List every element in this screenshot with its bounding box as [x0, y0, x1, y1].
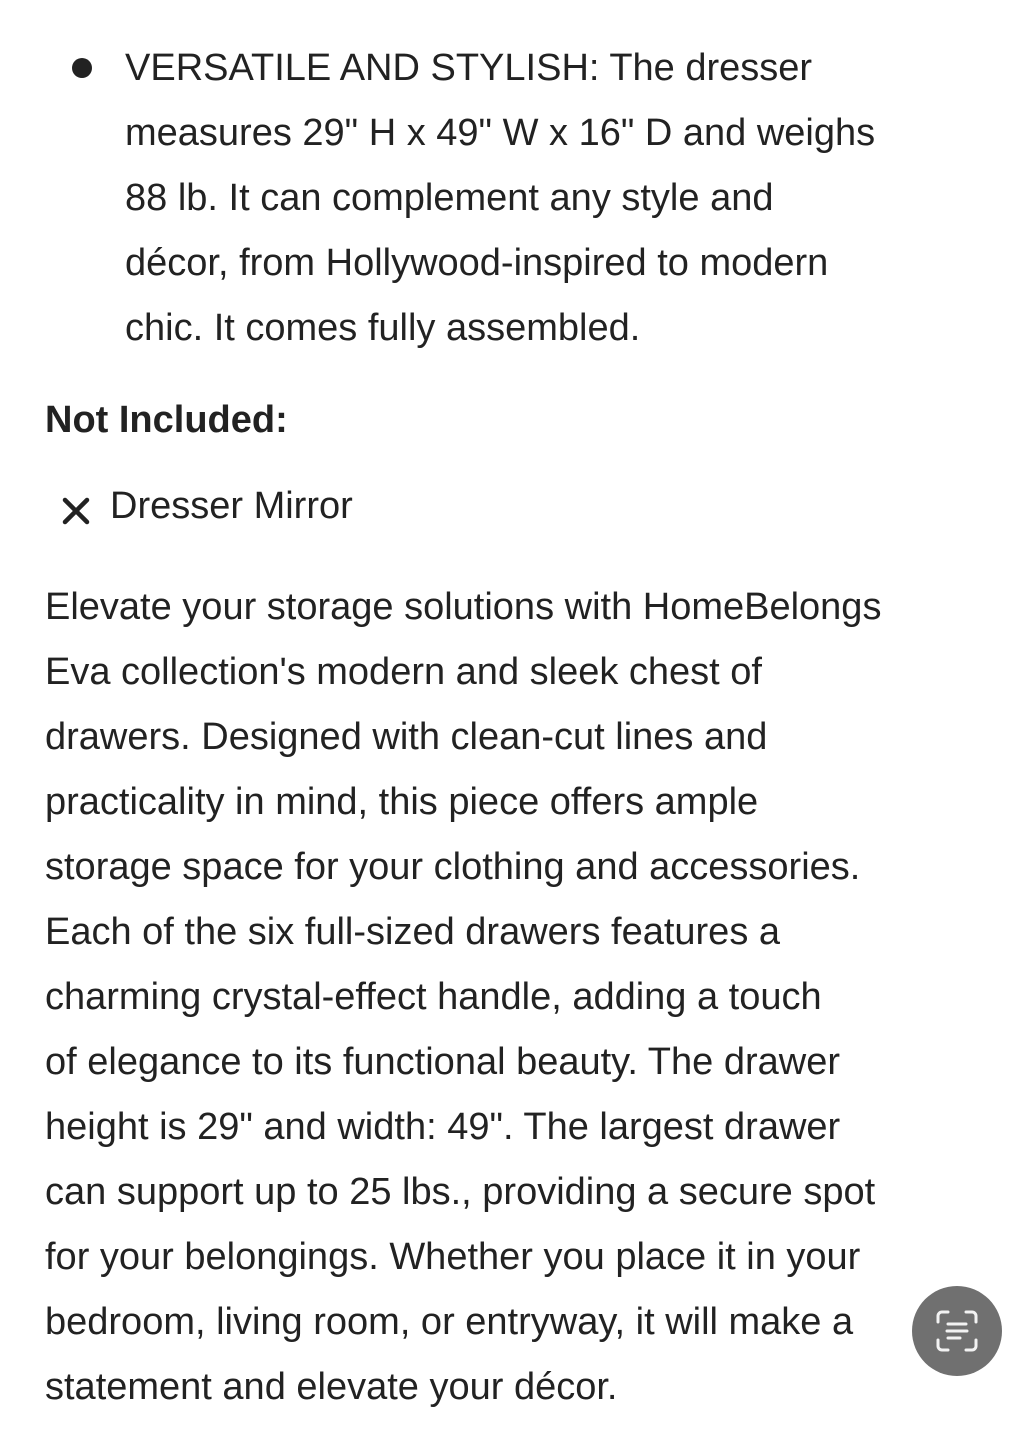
description-line: height is 29" and width: 49". The largest drawer	[45, 1106, 841, 1148]
scan-text-button[interactable]	[912, 1286, 1002, 1376]
description-line: charming crystal-effect handle, adding a touch	[45, 976, 822, 1018]
bullet-line: chic. It comes fully assembled.	[125, 307, 641, 349]
description-line: statement and elevate your décor.	[45, 1366, 618, 1408]
not-included-heading: Not Included:	[45, 399, 288, 441]
bullet-line: 88 lb. It can complement any style and	[125, 177, 774, 219]
bullet-line: measures 29" H x 49" W x 16" D and weighs	[125, 112, 876, 154]
description-line: drawers. Designed with clean-cut lines and	[45, 716, 768, 758]
x-icon	[60, 495, 92, 527]
description-line: Eva collection's modern and sleek chest of	[45, 651, 762, 693]
not-included-item-label: Dresser Mirror	[110, 485, 353, 527]
scan-text-icon	[932, 1306, 982, 1356]
bullet-icon	[72, 58, 92, 78]
description-line: of elegance to its functional beauty. The drawer	[45, 1041, 840, 1083]
bullet-line: VERSATILE AND STYLISH: The dresser	[125, 47, 813, 89]
description-line: for your belongings. Whether you place it in your	[45, 1236, 861, 1278]
description-line: can support up to 25 lbs., providing a secure spot	[45, 1171, 876, 1213]
description-line: practicality in mind, this piece offers ample	[45, 781, 759, 823]
description-line: bedroom, living room, or entryway, it will make a	[45, 1301, 854, 1343]
bullet-line: décor, from Hollywood-inspired to modern	[125, 242, 829, 284]
description-line: Each of the six full-sized drawers features a	[45, 911, 781, 953]
description-line: Elevate your storage solutions with HomeBelongs	[45, 586, 882, 628]
description-line: storage space for your clothing and accessories.	[45, 846, 861, 888]
